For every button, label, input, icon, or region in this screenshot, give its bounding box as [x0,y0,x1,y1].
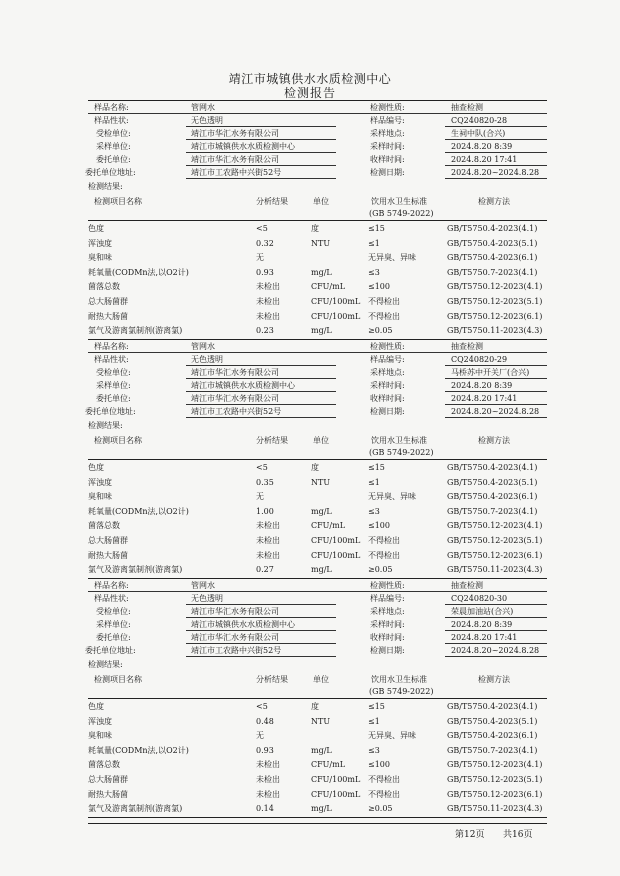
cell-result: 0.32 [256,238,274,248]
cell-unit: CFU/100mL [311,550,361,560]
cell-unit: 度 [311,224,319,233]
field-label-receive-time: 收样时间: [370,155,405,164]
field-underline [186,126,336,127]
cell-method: GB/T5750.11-2023(4.3) [447,804,543,814]
cell-method: GB/T5750.4-2023(4.1) [447,702,538,711]
field-label-sample-no: 样品编号: [370,116,405,125]
field-label-sample-props: 样品性状: [94,116,129,125]
field-label-sample-name: 样品名称: [94,581,129,590]
cell-method: GB/T5750.12-2023(6.1) [447,311,543,321]
field-label-entrusted-by: 受检单位: [96,607,131,616]
field-label-client: 委托单位: [96,394,131,403]
cell-item: 菌落总数 [88,521,120,531]
cell-method: GB/T5750.7-2023(4.1) [447,267,538,277]
cell-standard: ≤100 [368,521,390,531]
field-value-sample-time: 2024.8.20 8:39 [451,142,513,151]
cell-item: 浑浊度 [88,716,112,726]
field-value-sample-name: 管网水 [191,581,215,590]
cell-method: GB/T5750.12-2023(4.1) [447,521,543,531]
field-underline [186,378,336,379]
cell-result: 未检出 [256,789,280,799]
field-value-sample-props: 无色透明 [191,355,223,364]
field-underline [445,617,547,618]
cell-standard: 无异臭、异味 [368,731,416,741]
cell-standard: ≥0.05 [368,326,393,336]
field-value-receive-time: 2024.8.20 17:41 [451,633,518,642]
field-value-sample-props: 无色透明 [191,594,223,603]
cell-standard: 不得检出 [368,775,400,784]
field-underline [445,152,547,153]
field-value-client-address: 靖江市工农路中兴街52号 [191,646,282,655]
col-header-standard-ref: (GB 5749-2022) [369,448,434,457]
cell-item: 氯气及游离氯制剂(游离氯) [88,804,183,814]
org-name: 靖江市城镇供水水质检测中心 [228,72,392,86]
field-value-client-address: 靖江市工农路中兴街52号 [191,168,282,177]
cell-result: 0.14 [256,804,274,814]
cell-method: GB/T5750.12-2023(5.1) [447,297,543,306]
cell-method: GB/T5750.12-2023(6.1) [447,789,543,799]
cell-standard: ≤100 [368,282,390,292]
col-header-result: 分析结果 [256,436,288,445]
field-underline [445,113,547,114]
cell-result: 无 [256,731,264,741]
cell-item: 氯气及游离氯制剂(游离氯) [88,565,183,575]
field-underline [445,404,547,405]
results-label: 检测结果: [88,421,123,430]
field-value-receive-time: 2024.8.20 17:41 [451,394,518,403]
cell-standard: ≥0.05 [368,565,393,575]
cell-method: GB/T5750.11-2023(4.3) [447,326,543,336]
field-underline [186,617,336,618]
cell-method: GB/T5750.12-2023(4.1) [447,760,543,770]
field-underline [88,113,186,114]
cell-item: 色度 [88,702,104,711]
field-underline [186,113,336,114]
col-header-unit: 单位 [313,436,329,445]
field-underline [445,643,547,644]
field-underline [186,165,336,166]
col-header-standard: 饮用水卫生标准 [371,436,427,445]
cell-standard: ≤3 [368,745,380,755]
section-top-rule [88,100,547,101]
col-header-item: 检测项目名称 [94,675,142,684]
cell-result: <5 [256,224,268,233]
cell-item: 耐热大肠菌 [88,550,128,560]
cell-method: GB/T5750.4-2023(5.1) [447,477,538,487]
page-total: 共16页 [503,830,533,840]
field-label-test-type: 检测性质: [370,342,405,351]
cell-item: 臭和味 [88,253,112,263]
cell-item: 菌落总数 [88,282,120,292]
cell-item: 氯气及游离氯制剂(游离氯) [88,326,183,336]
field-value-entrusted-by: 靖江市华汇水务有限公司 [191,129,279,138]
field-value-sample-site: 荣晨加油站(合兴) [451,607,514,616]
page-number: 第12页 [455,830,485,840]
cell-standard: 不得检出 [368,550,400,560]
cell-unit: CFU/mL [311,521,346,531]
field-label-receive-time: 收样时间: [370,633,405,642]
cell-result: 0.35 [256,477,274,487]
cell-item: 耐热大肠菌 [88,311,128,321]
field-value-test-date: 2024.8.20~2024.8.28 [451,168,540,177]
cell-method: GB/T5750.4-2023(6.1) [447,492,538,502]
cell-result: 1.00 [256,506,274,516]
section-bottom-rule [88,817,547,818]
cell-item: 色度 [88,224,104,233]
field-value-client: 靖江市华汇水务有限公司 [191,633,279,642]
cell-method: GB/T5750.12-2023(6.1) [447,550,543,560]
cell-method: GB/T5750.4-2023(6.1) [447,731,538,741]
cell-unit: CFU/mL [311,282,346,292]
cell-unit: 度 [311,463,319,472]
field-label-test-type: 检测性质: [370,581,405,590]
field-underline [445,352,547,353]
cell-method: GB/T5750.12-2023(5.1) [447,775,543,784]
cell-item: 耗氧量(CODMn法,以O2计) [88,506,189,516]
field-value-sample-time: 2024.8.20 8:39 [451,620,513,629]
cell-result: 未检出 [256,536,280,545]
field-label-client-address: 委托单位地址: [85,646,136,655]
field-value-sampled-by: 靖江市城镇供水水质检测中心 [191,381,295,390]
col-header-standard-ref: (GB 5749-2022) [369,687,434,696]
field-underline [186,139,336,140]
table-header-rule [88,220,547,221]
field-underline [88,591,186,592]
cell-result: 未检出 [256,775,280,784]
field-value-test-date: 2024.8.20~2024.8.28 [451,646,540,655]
field-label-sample-time: 采样时间: [370,142,405,151]
cell-result: 未检出 [256,297,280,306]
cell-unit: CFU/100mL [311,297,361,306]
cell-standard: 无异臭、异味 [368,492,416,502]
cell-result: 0.23 [256,326,274,336]
field-underline [336,591,445,592]
field-underline [445,591,547,592]
field-label-sample-site: 采样地点: [370,368,405,377]
cell-method: GB/T5750.7-2023(4.1) [447,745,538,755]
field-underline [445,656,547,657]
field-label-sample-site: 采样地点: [370,129,405,138]
col-header-result: 分析结果 [256,675,288,684]
field-underline [445,417,547,418]
field-value-test-type: 抽查检测 [451,342,483,351]
cell-result: 未检出 [256,760,280,770]
cell-unit: CFU/mL [311,760,346,770]
cell-method: GB/T5750.11-2023(4.3) [447,565,543,575]
cell-method: GB/T5750.4-2023(6.1) [447,253,538,263]
cell-result: <5 [256,702,268,711]
field-underline [445,126,547,127]
cell-method: GB/T5750.12-2023(4.1) [447,282,543,292]
results-label: 检测结果: [88,660,123,669]
field-label-client-address: 委托单位地址: [85,168,136,177]
field-underline [186,604,336,605]
cell-method: GB/T5750.4-2023(4.1) [447,463,538,472]
report-title: 检测报告 [283,86,336,100]
field-value-sample-site: 马桥苏中开关厂(合兴) [451,368,530,377]
field-label-sampled-by: 采样单位: [96,142,131,151]
cell-result: 未检出 [256,311,280,321]
field-label-test-type: 检测性质: [370,103,405,112]
field-underline [186,417,336,418]
field-value-sample-no: CQ240820-29 [451,355,508,364]
field-value-test-date: 2024.8.20~2024.8.28 [451,407,540,416]
field-label-sample-name: 样品名称: [94,342,129,351]
cell-item: 总大肠菌群 [88,536,128,545]
field-label-client-address: 委托单位地址: [85,407,136,416]
field-underline [186,630,336,631]
cell-result: 0.93 [256,267,274,277]
cell-standard: ≤1 [368,716,380,726]
cell-unit: mg/L [311,326,332,336]
field-value-client-address: 靖江市工农路中兴街52号 [191,407,282,416]
cell-result: 0.93 [256,745,274,755]
field-underline [336,352,445,353]
field-label-test-date: 检测日期: [370,646,405,655]
field-label-test-date: 检测日期: [370,168,405,177]
cell-item: 浑浊度 [88,238,112,248]
cell-result: <5 [256,463,268,472]
cell-unit: mg/L [311,565,332,575]
cell-standard: ≤15 [368,702,385,711]
cell-unit: mg/L [311,506,332,516]
cell-standard: ≤1 [368,477,380,487]
field-value-sample-props: 无色透明 [191,116,223,125]
cell-unit: CFU/100mL [311,775,361,784]
cell-standard: ≥0.05 [368,804,393,814]
field-label-test-date: 检测日期: [370,407,405,416]
footer-rule [88,823,547,824]
cell-standard: ≤3 [368,506,380,516]
cell-item: 耗氧量(CODMn法,以O2计) [88,267,189,277]
cell-standard: 不得检出 [368,536,400,545]
field-label-sample-name: 样品名称: [94,103,129,112]
field-underline [445,391,547,392]
field-underline [186,391,336,392]
cell-item: 耗氧量(CODMn法,以O2计) [88,745,189,755]
field-label-sample-no: 样品编号: [370,355,405,364]
field-underline [445,378,547,379]
field-label-sample-props: 样品性状: [94,594,129,603]
field-label-sample-site: 采样地点: [370,607,405,616]
cell-standard: ≤15 [368,463,385,472]
field-value-sample-name: 管网水 [191,103,215,112]
cell-standard: ≤1 [368,238,380,248]
field-label-sample-time: 采样时间: [370,381,405,390]
cell-item: 臭和味 [88,492,112,502]
cell-unit: mg/L [311,267,332,277]
cell-standard: ≤100 [368,760,390,770]
col-header-unit: 单位 [313,197,329,206]
cell-unit: NTU [311,716,331,726]
col-header-standard-ref: (GB 5749-2022) [369,209,434,218]
field-value-client: 靖江市华汇水务有限公司 [191,394,279,403]
table-header-rule [88,459,547,460]
field-value-entrusted-by: 靖江市华汇水务有限公司 [191,607,279,616]
col-header-unit: 单位 [313,675,329,684]
cell-result: 无 [256,492,264,502]
field-underline [186,591,336,592]
field-value-entrusted-by: 靖江市华汇水务有限公司 [191,368,279,377]
field-label-client: 委托单位: [96,155,131,164]
cell-standard: 无异臭、异味 [368,253,416,263]
cell-result: 0.48 [256,716,274,726]
cell-method: GB/T5750.4-2023(4.1) [447,224,538,233]
cell-item: 总大肠菌群 [88,775,128,784]
field-value-sample-no: CQ240820-28 [451,116,508,125]
table-header-rule [88,698,547,699]
field-underline [186,178,336,179]
field-underline [186,365,336,366]
cell-standard: 不得检出 [368,297,400,306]
cell-standard: 不得检出 [368,311,400,321]
cell-method: GB/T5750.7-2023(4.1) [447,506,538,516]
field-underline [445,604,547,605]
cell-unit: mg/L [311,745,332,755]
results-label: 检测结果: [88,182,123,191]
cell-item: 总大肠菌群 [88,297,128,306]
field-underline [186,656,336,657]
cell-method: GB/T5750.4-2023(5.1) [447,716,538,726]
cell-standard: ≤3 [368,267,380,277]
cell-item: 耐热大肠菌 [88,789,128,799]
field-value-test-type: 抽查检测 [451,581,483,590]
field-underline [445,365,547,366]
cell-item: 菌落总数 [88,760,120,770]
field-label-sample-time: 采样时间: [370,620,405,629]
field-label-sample-props: 样品性状: [94,355,129,364]
field-label-sampled-by: 采样单位: [96,381,131,390]
cell-unit: CFU/100mL [311,311,361,321]
field-underline [445,139,547,140]
cell-result: 未检出 [256,521,280,531]
section-top-rule [88,578,547,579]
field-underline [88,352,186,353]
field-underline [445,630,547,631]
field-value-sample-site: 生祠中队(合兴) [451,129,506,138]
field-label-sample-no: 样品编号: [370,594,405,603]
cell-standard: ≤15 [368,224,385,233]
field-value-client: 靖江市华汇水务有限公司 [191,155,279,164]
cell-unit: CFU/100mL [311,536,361,545]
cell-unit: CFU/100mL [311,789,361,799]
field-value-sample-no: CQ240820-30 [451,594,508,603]
cell-item: 臭和味 [88,731,112,741]
cell-item: 色度 [88,463,104,472]
field-label-client: 委托单位: [96,633,131,642]
col-header-item: 检测项目名称 [94,436,142,445]
field-value-receive-time: 2024.8.20 17:41 [451,155,518,164]
cell-item: 浑浊度 [88,477,112,487]
col-header-standard: 饮用水卫生标准 [371,197,427,206]
field-value-sampled-by: 靖江市城镇供水水质检测中心 [191,620,295,629]
col-header-result: 分析结果 [256,197,288,206]
cell-standard: 不得检出 [368,789,400,799]
cell-result: 未检出 [256,550,280,560]
col-header-method: 检测方法 [478,436,510,445]
field-underline [445,165,547,166]
field-label-entrusted-by: 受检单位: [96,129,131,138]
col-header-standard: 饮用水卫生标准 [371,675,427,684]
cell-method: GB/T5750.12-2023(5.1) [447,536,543,545]
cell-method: GB/T5750.4-2023(5.1) [447,238,538,248]
col-header-item: 检测项目名称 [94,197,142,206]
field-value-sample-name: 管网水 [191,342,215,351]
field-underline [186,643,336,644]
field-label-receive-time: 收样时间: [370,394,405,403]
cell-unit: mg/L [311,804,332,814]
section-top-rule [88,339,547,340]
col-header-method: 检测方法 [478,197,510,206]
cell-result: 0.27 [256,565,274,575]
cell-unit: 度 [311,702,319,711]
cell-unit: NTU [311,238,331,248]
field-label-sampled-by: 采样单位: [96,620,131,629]
cell-unit: NTU [311,477,331,487]
field-underline [186,352,336,353]
field-underline [445,178,547,179]
cell-result: 无 [256,253,264,263]
field-underline [186,404,336,405]
col-header-method: 检测方法 [478,675,510,684]
cell-result: 未检出 [256,282,280,292]
field-underline [336,113,445,114]
field-value-sampled-by: 靖江市城镇供水水质检测中心 [191,142,295,151]
field-value-sample-time: 2024.8.20 8:39 [451,381,513,390]
field-label-entrusted-by: 受检单位: [96,368,131,377]
field-underline [186,152,336,153]
field-value-test-type: 抽查检测 [451,103,483,112]
